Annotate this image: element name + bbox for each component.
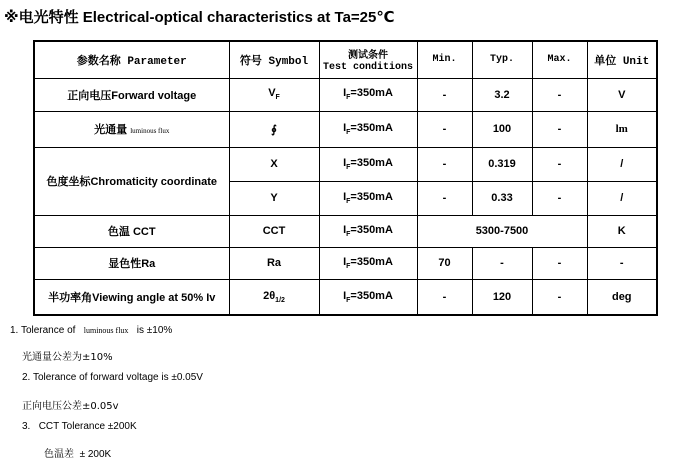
unit-ra: - [587,247,657,279]
max-luminous-flux: - [532,111,587,147]
table-row [34,279,657,315]
note-3-cn: 色温差 ± 200K [44,449,112,460]
header-conditions-en: Test conditions [322,62,413,74]
note-1: 1. Tolerance of luminous flux is ±10% [10,325,173,336]
unit-chromaticity-x: / [587,147,657,181]
param-viewing-angle: 半功率角Viewing angle at 50% Iv [34,279,229,315]
cond-forward-voltage: $I_F=350mA$ [319,78,417,111]
max-chromaticity-x: - [532,147,587,181]
cond-ra: $I_F=350mA$ [319,247,417,279]
header-conditions [319,41,417,78]
typ-chromaticity-y: 0.33 [472,181,532,215]
unit-chromaticity-y: / [587,181,657,215]
cond-cct: $I_F=350mA$ [319,215,417,247]
table-row [34,78,657,111]
symbol-ra: Ra [229,247,319,279]
characteristics-table [33,40,658,316]
table-row [34,147,657,181]
param-forward-voltage: 正向电压Forward voltage [34,78,229,111]
table-row [34,111,657,147]
table-row [34,247,657,279]
symbol-luminous-flux: ∮ [229,111,319,147]
min-ra: 70 [417,247,472,279]
symbol-cct: CCT [229,215,319,247]
table-row [34,215,657,247]
header-parameter: 参数名称 Parameter [34,41,229,78]
note-1-cn: 光通量公差为±10% [22,352,113,363]
max-ra: - [532,247,587,279]
unit-luminous-flux: lm [587,111,657,147]
unit-viewing-angle: deg [587,279,657,315]
min-chromaticity-y: - [417,181,472,215]
min-luminous-flux: - [417,111,472,147]
symbol-forward-voltage: $V_F$ [229,78,319,111]
min-chromaticity-x: - [417,147,472,181]
param-chromaticity: 色度坐标Chromaticity coordinate [34,147,229,215]
min-forward-voltage: - [417,78,472,111]
typ-ra: - [472,247,532,279]
cond-viewing-angle: $I_F=350mA$ [319,279,417,315]
typ-luminous-flux: 100 [472,111,532,147]
header-row [34,41,657,78]
cond-chromaticity-x: $I_F=350mA$ [319,147,417,181]
max-forward-voltage: - [532,78,587,111]
symbol-chromaticity-y: Y [229,181,319,215]
cond-chromaticity-y: $I_F=350mA$ [319,181,417,215]
param-ra: 显色性Ra [34,247,229,279]
symbol-viewing-angle: $2\theta_{1/2}$ [229,279,319,315]
param-cct: 色温 CCT [34,215,229,247]
note-2-cn: 正向电压公差±0.05v [22,401,119,412]
min-viewing-angle: - [417,279,472,315]
header-conditions-cn: 测试条件 [348,51,388,63]
header-symbol: 符号 Symbol [229,41,319,78]
typ-chromaticity-x: 0.319 [472,147,532,181]
cond-luminous-flux: $I_F=350mA$ [319,111,417,147]
typ-viewing-angle: 120 [472,279,532,315]
page-title: ※电光特性 Electrical-optical characteristics at Ta=25℃ [4,9,395,26]
note-2: 2. Tolerance of forward voltage is ±0.05V [22,372,203,383]
max-viewing-angle: - [532,279,587,315]
header-typ: Typ. [472,41,532,78]
unit-cct: K [587,215,657,247]
note-3: 3. CCT Tolerance ±200K [22,421,137,432]
header-min: Min. [417,41,472,78]
typ-forward-voltage: 3.2 [472,78,532,111]
header-max: Max. [532,41,587,78]
max-chromaticity-y: - [532,181,587,215]
symbol-chromaticity-x: X [229,147,319,181]
range-cct: 5300-7500 [417,215,587,247]
unit-forward-voltage: V [587,78,657,111]
param-luminous-flux: 光通量 luminous flux [34,111,229,147]
header-unit: 单位 Unit [587,41,657,78]
